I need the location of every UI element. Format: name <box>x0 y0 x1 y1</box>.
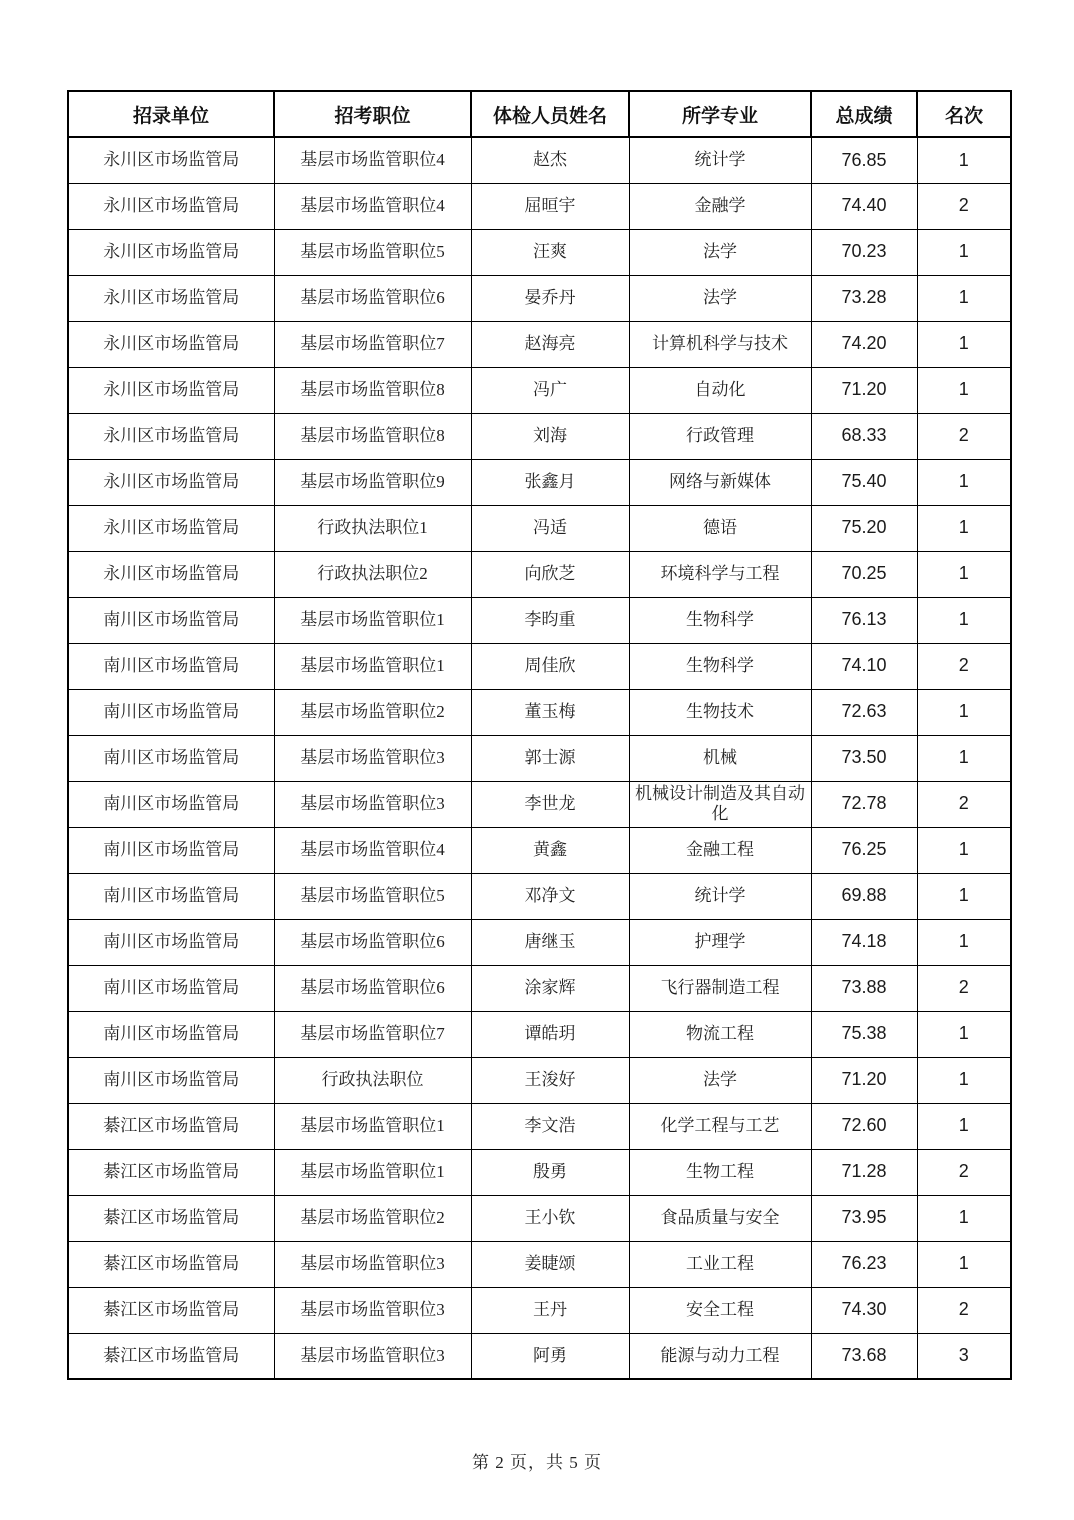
cell-position: 行政执法职位1 <box>274 505 471 551</box>
cell-rank: 1 <box>917 827 1011 873</box>
cell-unit: 南川区市场监管局 <box>68 827 274 873</box>
table-row <box>68 1241 1011 1287</box>
table-row <box>68 1195 1011 1241</box>
cell-name: 姜睫颂 <box>471 1241 629 1287</box>
cell-name: 唐继玉 <box>471 919 629 965</box>
cell-score: 74.20 <box>811 321 917 367</box>
cell-score: 74.40 <box>811 183 917 229</box>
cell-major: 计算机科学与技术 <box>629 321 811 367</box>
cell-score: 73.88 <box>811 965 917 1011</box>
cell-name: 郭士源 <box>471 735 629 781</box>
cell-rank: 3 <box>917 1333 1011 1379</box>
table-body <box>68 137 1011 1379</box>
cell-name: 黄鑫 <box>471 827 629 873</box>
cell-major: 自动化 <box>629 367 811 413</box>
cell-score: 76.23 <box>811 1241 917 1287</box>
cell-major: 机械 <box>629 735 811 781</box>
cell-score: 74.10 <box>811 643 917 689</box>
cell-unit: 永川区市场监管局 <box>68 367 274 413</box>
cell-major: 生物科学 <box>629 597 811 643</box>
table-row <box>68 827 1011 873</box>
cell-unit: 永川区市场监管局 <box>68 459 274 505</box>
cell-major: 机械设计制造及其自动化 <box>629 781 811 827</box>
cell-unit: 綦江区市场监管局 <box>68 1287 274 1333</box>
cell-unit: 永川区市场监管局 <box>68 551 274 597</box>
cell-unit: 南川区市场监管局 <box>68 873 274 919</box>
cell-rank: 1 <box>917 367 1011 413</box>
cell-unit: 南川区市场监管局 <box>68 919 274 965</box>
cell-name: 王丹 <box>471 1287 629 1333</box>
cell-name: 冯适 <box>471 505 629 551</box>
column-header-rank: 名次 <box>917 91 1011 137</box>
cell-position: 基层市场监管职位7 <box>274 1011 471 1057</box>
cell-position: 基层市场监管职位3 <box>274 1241 471 1287</box>
cell-major: 环境科学与工程 <box>629 551 811 597</box>
cell-name: 张鑫月 <box>471 459 629 505</box>
cell-position: 基层市场监管职位3 <box>274 735 471 781</box>
cell-position: 基层市场监管职位6 <box>274 275 471 321</box>
cell-score: 74.30 <box>811 1287 917 1333</box>
table-header-row <box>68 91 1011 137</box>
cell-score: 71.28 <box>811 1149 917 1195</box>
cell-unit: 南川区市场监管局 <box>68 781 274 827</box>
cell-rank: 1 <box>917 1195 1011 1241</box>
cell-unit: 南川区市场监管局 <box>68 735 274 781</box>
table-row <box>68 781 1011 827</box>
cell-score: 70.23 <box>811 229 917 275</box>
cell-rank: 1 <box>917 735 1011 781</box>
column-header-name: 体检人员姓名 <box>471 91 629 137</box>
table-row <box>68 965 1011 1011</box>
cell-major: 生物科学 <box>629 643 811 689</box>
cell-major: 能源与动力工程 <box>629 1333 811 1379</box>
cell-score: 73.68 <box>811 1333 917 1379</box>
cell-unit: 綦江区市场监管局 <box>68 1241 274 1287</box>
page-footer: 第 2 页，共 5 页 <box>472 1453 602 1472</box>
table-row <box>68 413 1011 459</box>
cell-unit: 永川区市场监管局 <box>68 413 274 459</box>
cell-score: 76.25 <box>811 827 917 873</box>
cell-name: 董玉梅 <box>471 689 629 735</box>
cell-score: 76.85 <box>811 137 917 183</box>
cell-position: 基层市场监管职位3 <box>274 781 471 827</box>
cell-major: 行政管理 <box>629 413 811 459</box>
cell-score: 76.13 <box>811 597 917 643</box>
cell-score: 75.38 <box>811 1011 917 1057</box>
cell-position: 基层市场监管职位1 <box>274 1103 471 1149</box>
cell-position: 基层市场监管职位1 <box>274 643 471 689</box>
cell-unit: 永川区市场监管局 <box>68 137 274 183</box>
cell-rank: 2 <box>917 1287 1011 1333</box>
cell-score: 73.50 <box>811 735 917 781</box>
cell-major: 生物技术 <box>629 689 811 735</box>
cell-unit: 永川区市场监管局 <box>68 275 274 321</box>
table-row <box>68 367 1011 413</box>
cell-name: 赵海亮 <box>471 321 629 367</box>
table-row <box>68 1333 1011 1379</box>
cell-rank: 1 <box>917 505 1011 551</box>
cell-rank: 2 <box>917 781 1011 827</box>
table-row <box>68 275 1011 321</box>
cell-rank: 1 <box>917 321 1011 367</box>
cell-rank: 2 <box>917 1149 1011 1195</box>
cell-position: 基层市场监管职位6 <box>274 919 471 965</box>
table-row <box>68 597 1011 643</box>
cell-score: 71.20 <box>811 1057 917 1103</box>
column-header-major: 所学专业 <box>629 91 811 137</box>
cell-name: 屈晅宇 <box>471 183 629 229</box>
cell-major: 法学 <box>629 1057 811 1103</box>
table-row <box>68 643 1011 689</box>
cell-major: 化学工程与工艺 <box>629 1103 811 1149</box>
cell-unit: 南川区市场监管局 <box>68 1011 274 1057</box>
cell-unit: 南川区市场监管局 <box>68 643 274 689</box>
cell-score: 71.20 <box>811 367 917 413</box>
cell-major: 物流工程 <box>629 1011 811 1057</box>
column-header-unit: 招录单位 <box>68 91 274 137</box>
cell-major: 统计学 <box>629 873 811 919</box>
cell-rank: 1 <box>917 1057 1011 1103</box>
cell-major: 法学 <box>629 229 811 275</box>
cell-unit: 永川区市场监管局 <box>68 183 274 229</box>
cell-position: 基层市场监管职位3 <box>274 1333 471 1379</box>
table-row <box>68 551 1011 597</box>
cell-score: 75.20 <box>811 505 917 551</box>
table-row <box>68 321 1011 367</box>
column-header-score: 总成绩 <box>811 91 917 137</box>
cell-unit: 綦江区市场监管局 <box>68 1103 274 1149</box>
cell-unit: 綦江区市场监管局 <box>68 1333 274 1379</box>
cell-unit: 南川区市场监管局 <box>68 689 274 735</box>
cell-name: 汪爽 <box>471 229 629 275</box>
cell-name: 周佳欣 <box>471 643 629 689</box>
table-row <box>68 1057 1011 1103</box>
cell-unit: 南川区市场监管局 <box>68 1057 274 1103</box>
cell-unit: 永川区市场监管局 <box>68 229 274 275</box>
cell-rank: 1 <box>917 275 1011 321</box>
table-row <box>68 919 1011 965</box>
cell-name: 殷勇 <box>471 1149 629 1195</box>
table-row <box>68 689 1011 735</box>
cell-name: 邓净文 <box>471 873 629 919</box>
cell-name: 李昀重 <box>471 597 629 643</box>
cell-rank: 2 <box>917 965 1011 1011</box>
cell-score: 73.95 <box>811 1195 917 1241</box>
cell-major: 食品质量与安全 <box>629 1195 811 1241</box>
cell-major: 工业工程 <box>629 1241 811 1287</box>
cell-position: 基层市场监管职位1 <box>274 1149 471 1195</box>
cell-score: 68.33 <box>811 413 917 459</box>
cell-name: 冯广 <box>471 367 629 413</box>
table-row <box>68 505 1011 551</box>
cell-position: 基层市场监管职位6 <box>274 965 471 1011</box>
cell-name: 李文浩 <box>471 1103 629 1149</box>
cell-position: 基层市场监管职位4 <box>274 183 471 229</box>
cell-major: 护理学 <box>629 919 811 965</box>
cell-unit: 綦江区市场监管局 <box>68 1149 274 1195</box>
cell-position: 行政执法职位 <box>274 1057 471 1103</box>
cell-score: 74.18 <box>811 919 917 965</box>
table-row <box>68 1103 1011 1149</box>
cell-major: 飞行器制造工程 <box>629 965 811 1011</box>
cell-name: 谭皓玥 <box>471 1011 629 1057</box>
cell-major: 安全工程 <box>629 1287 811 1333</box>
cell-rank: 1 <box>917 229 1011 275</box>
cell-name: 向欣芝 <box>471 551 629 597</box>
cell-name: 涂家辉 <box>471 965 629 1011</box>
cell-name: 王浚好 <box>471 1057 629 1103</box>
cell-rank: 1 <box>917 459 1011 505</box>
cell-position: 基层市场监管职位3 <box>274 1287 471 1333</box>
cell-rank: 1 <box>917 1103 1011 1149</box>
cell-rank: 2 <box>917 643 1011 689</box>
cell-position: 基层市场监管职位7 <box>274 321 471 367</box>
cell-name: 晏乔丹 <box>471 275 629 321</box>
cell-name: 赵杰 <box>471 137 629 183</box>
results-table <box>67 90 1012 1380</box>
cell-unit: 南川区市场监管局 <box>68 965 274 1011</box>
cell-rank: 1 <box>917 137 1011 183</box>
cell-name: 刘海 <box>471 413 629 459</box>
cell-unit: 永川区市场监管局 <box>68 505 274 551</box>
cell-position: 基层市场监管职位1 <box>274 597 471 643</box>
cell-major: 统计学 <box>629 137 811 183</box>
cell-position: 基层市场监管职位9 <box>274 459 471 505</box>
cell-score: 72.78 <box>811 781 917 827</box>
cell-position: 基层市场监管职位8 <box>274 367 471 413</box>
cell-score: 73.28 <box>811 275 917 321</box>
cell-major: 法学 <box>629 275 811 321</box>
table-row <box>68 1287 1011 1333</box>
table-row <box>68 735 1011 781</box>
cell-rank: 2 <box>917 413 1011 459</box>
cell-rank: 1 <box>917 1241 1011 1287</box>
cell-unit: 南川区市场监管局 <box>68 597 274 643</box>
table-row <box>68 229 1011 275</box>
table-row <box>68 137 1011 183</box>
cell-score: 72.60 <box>811 1103 917 1149</box>
cell-position: 基层市场监管职位4 <box>274 137 471 183</box>
cell-score: 70.25 <box>811 551 917 597</box>
cell-rank: 1 <box>917 1011 1011 1057</box>
cell-major: 金融学 <box>629 183 811 229</box>
cell-position: 行政执法职位2 <box>274 551 471 597</box>
cell-rank: 1 <box>917 873 1011 919</box>
cell-score: 75.40 <box>811 459 917 505</box>
cell-rank: 1 <box>917 689 1011 735</box>
cell-major: 生物工程 <box>629 1149 811 1195</box>
cell-name: 李世龙 <box>471 781 629 827</box>
cell-score: 69.88 <box>811 873 917 919</box>
cell-position: 基层市场监管职位2 <box>274 1195 471 1241</box>
cell-position: 基层市场监管职位5 <box>274 873 471 919</box>
cell-rank: 1 <box>917 551 1011 597</box>
cell-name: 阿勇 <box>471 1333 629 1379</box>
cell-major: 德语 <box>629 505 811 551</box>
cell-unit: 永川区市场监管局 <box>68 321 274 367</box>
cell-rank: 1 <box>917 919 1011 965</box>
cell-rank: 2 <box>917 183 1011 229</box>
table-row <box>68 1149 1011 1195</box>
cell-position: 基层市场监管职位5 <box>274 229 471 275</box>
cell-position: 基层市场监管职位4 <box>274 827 471 873</box>
cell-name: 王小钦 <box>471 1195 629 1241</box>
table-row <box>68 183 1011 229</box>
cell-score: 72.63 <box>811 689 917 735</box>
cell-major: 金融工程 <box>629 827 811 873</box>
cell-unit: 綦江区市场监管局 <box>68 1195 274 1241</box>
table-row <box>68 1011 1011 1057</box>
cell-major: 网络与新媒体 <box>629 459 811 505</box>
table-row <box>68 873 1011 919</box>
column-header-position: 招考职位 <box>274 91 471 137</box>
table-row <box>68 459 1011 505</box>
cell-rank: 1 <box>917 597 1011 643</box>
cell-position: 基层市场监管职位8 <box>274 413 471 459</box>
cell-position: 基层市场监管职位2 <box>274 689 471 735</box>
